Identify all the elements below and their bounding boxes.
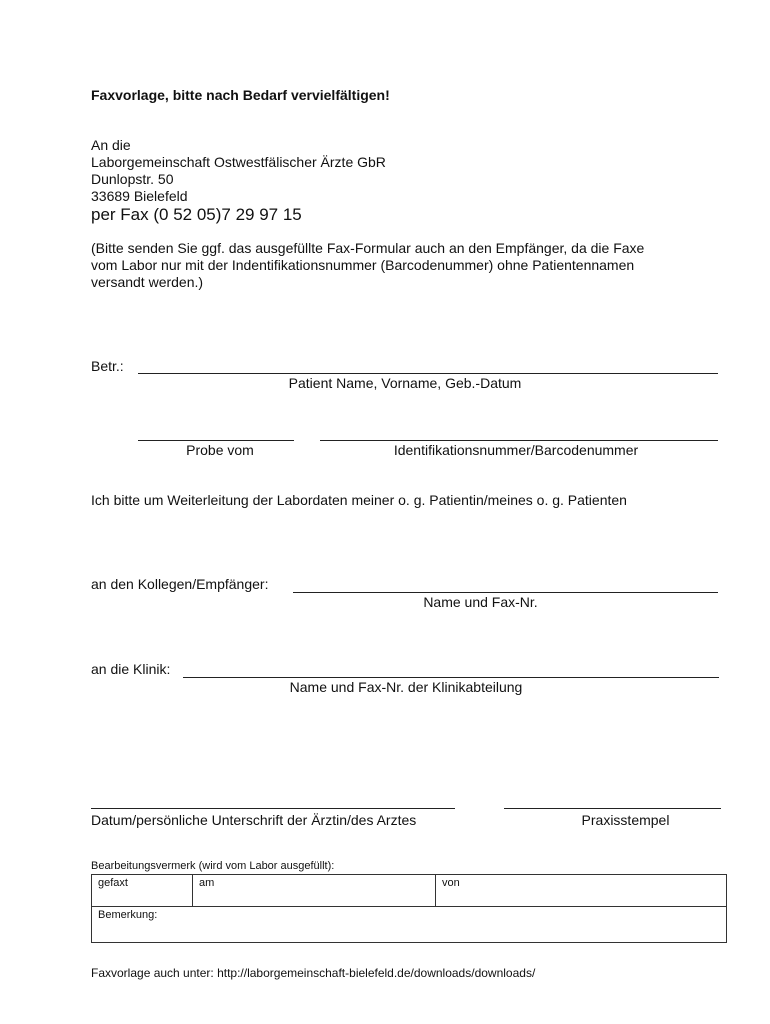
signature-caption: Datum/persönliche Unterschrift der Ärztin/des Arztes — [91, 812, 417, 828]
fax-number: per Fax (0 52 05)7 29 97 15 — [91, 205, 302, 224]
probe-date-line[interactable] — [138, 440, 294, 441]
id-number-line[interactable] — [320, 440, 718, 441]
bemerkung-cell[interactable] — [92, 907, 727, 943]
klinik-line[interactable] — [183, 677, 719, 678]
notice-line-1: (Bitte senden Sie ggf. das ausgefüllte Fax-Formular auch an den Empfänger, da die Faxe — [91, 240, 645, 256]
processing-heading: Bearbeitungsvermerk (wird vom Labor ausgefüllt): — [91, 860, 335, 872]
von-label: von — [442, 877, 460, 889]
page-title: Faxvorlage, bitte nach Bedarf vervielfältigen! — [91, 87, 390, 103]
von-cell[interactable] — [436, 875, 727, 907]
address-line-1: An die — [91, 137, 131, 153]
bemerkung-label: Bemerkung: — [98, 909, 158, 921]
gefaxt-label: gefaxt — [98, 877, 128, 889]
id-caption: Identifikationsnummer/Barcodenummer — [393, 442, 639, 458]
gefaxt-cell[interactable] — [92, 875, 193, 907]
probe-caption: Probe vom — [186, 442, 254, 458]
klinik-label: an die Klinik: — [91, 661, 171, 677]
address-line-4: 33689 Bielefeld — [91, 188, 188, 204]
kollegen-line[interactable] — [293, 592, 718, 593]
notice-line-2: vom Labor nur mit der Indentifikationsnummer (Barcodenummer) ohne Patientennamen — [91, 257, 635, 273]
footer-text: Faxvorlage auch unter: http://laborgemeinschaft-bielefeld.de/downloads/downloads/ — [91, 966, 536, 980]
am-cell[interactable] — [193, 875, 436, 907]
klinik-caption: Name und Fax-Nr. der Klinikabteilung — [289, 679, 523, 695]
address-line-3: Dunlopstr. 50 — [91, 171, 174, 187]
processing-table — [91, 874, 727, 943]
patient-name-line[interactable] — [138, 373, 718, 374]
am-label: am — [199, 877, 215, 889]
betr-label: Betr.: — [91, 358, 124, 374]
notice-line-3: versandt werden.) — [91, 274, 204, 290]
request-text: Ich bitte um Weiterleitung der Labordaten meiner o. g. Patientin/meines o. g. Patienten — [91, 492, 627, 508]
stamp-line[interactable] — [504, 808, 721, 809]
address-line-2: Laborgemeinschaft Ostwestfälischer Ärzte GbR — [91, 154, 386, 170]
kollegen-caption: Name und Fax-Nr. — [423, 594, 538, 610]
signature-line[interactable] — [91, 808, 455, 809]
stamp-caption: Praxisstempel — [581, 812, 670, 828]
kollegen-label: an den Kollegen/Empfänger: — [91, 576, 269, 592]
patient-caption: Patient Name, Vorname, Geb.-Datum — [288, 375, 522, 391]
